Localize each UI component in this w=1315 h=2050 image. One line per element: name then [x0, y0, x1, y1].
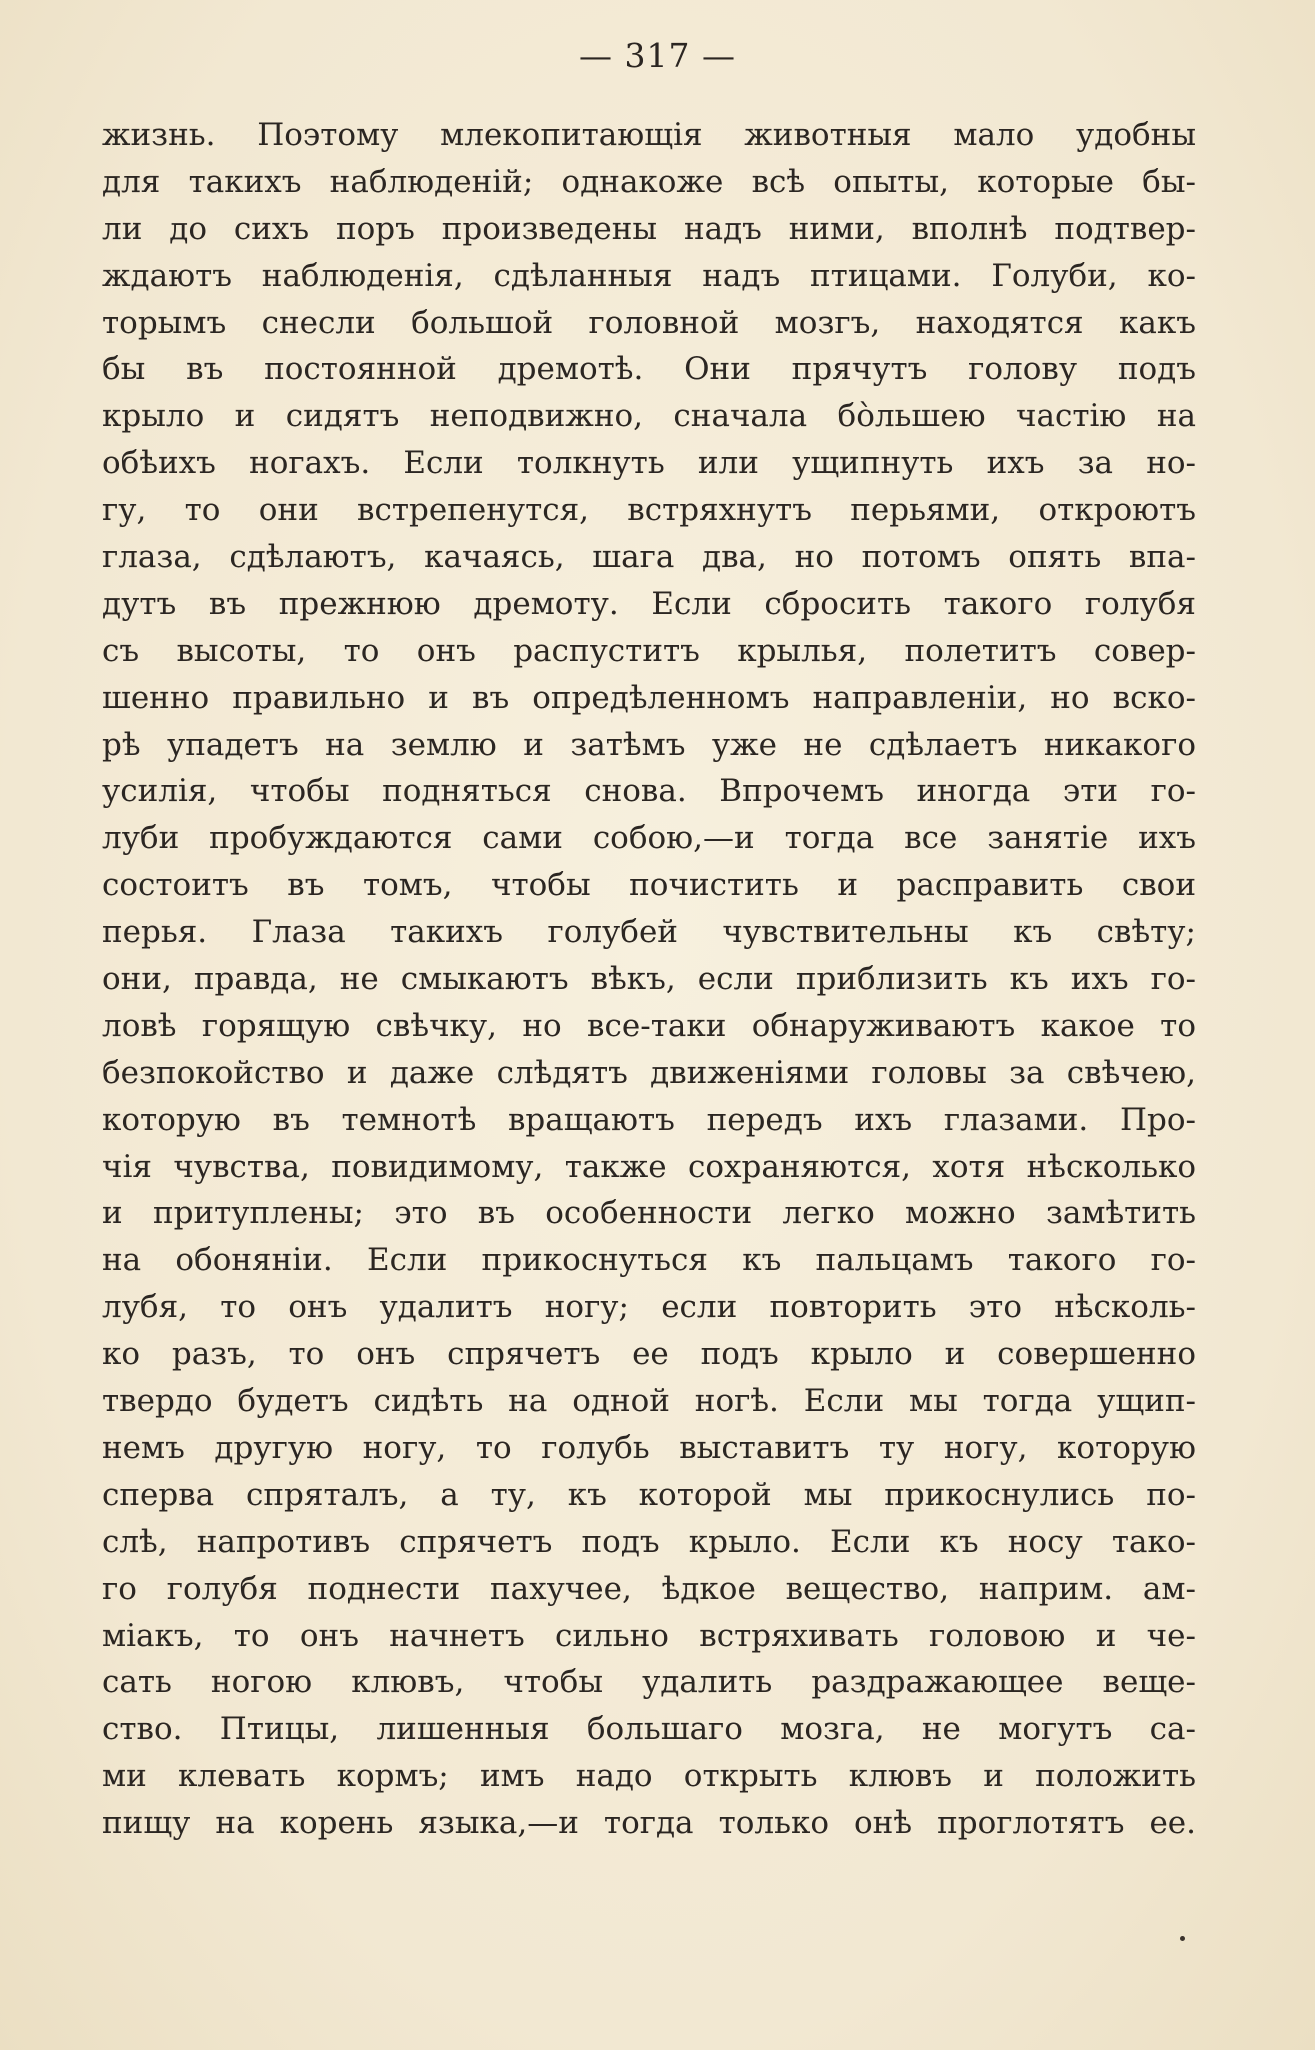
text-line: пищу на корень языка,—и тогда только онѣ проглотятъ ее. — [102, 1805, 1196, 1842]
text-line: твердо будетъ сидѣть на одной ногѣ. Если мы тогда ущип- — [102, 1383, 1196, 1420]
text-line: ли до сихъ поръ произведены надъ ними, вполнѣ подтвер- — [102, 210, 1196, 247]
text-line: ко разъ, то онъ спрячетъ ее подъ крыло и совершенно — [102, 1336, 1196, 1373]
text-line: глаза, сдѣлаютъ, качаясь, шага два, но потомъ опять впа- — [102, 539, 1196, 576]
text-line: ми клевать кормъ; имъ надо открыть клювъ и положить — [102, 1758, 1196, 1795]
text-line: рѣ упадетъ на землю и затѣмъ уже не сдѣлаетъ никакого — [102, 726, 1196, 763]
text-line: ство. Птицы, лишенныя большаго мозга, не могутъ са- — [102, 1711, 1196, 1748]
ink-speck — [1180, 1936, 1185, 1941]
text-line: луби пробуждаются сами собою,—и тогда все занятіе ихъ — [102, 820, 1196, 857]
page-number: — 317 — — [579, 36, 736, 75]
text-line: усилія, чтобы подняться снова. Впрочемъ иногда эти го- — [102, 773, 1196, 810]
text-line: которую въ темнотѣ вращаютъ передъ ихъ глазами. Про- — [102, 1101, 1196, 1138]
text-line: съ высоты, то онъ распуститъ крылья, полетитъ совер- — [102, 632, 1196, 669]
text-line: жизнь. Поэтому млекопитающія животныя мало удобны — [102, 117, 1196, 153]
text-line: перья. Глаза такихъ голубей чувствительны къ свѣту; — [102, 914, 1196, 951]
text-line: торымъ снесли большой головной мозгъ, находятся какъ — [102, 304, 1196, 341]
text-line: лубя, то онъ удалитъ ногу; если повторить это нѣсколь- — [102, 1289, 1196, 1326]
text-line: ловѣ горящую свѣчку, но все-таки обнаруживаютъ какое то — [102, 1007, 1196, 1044]
text-line: и притуплены; это въ особенности легко можно замѣтить — [102, 1195, 1196, 1232]
text-line: бы въ постоянной дремотѣ. Они прячутъ голову подъ — [102, 351, 1196, 388]
text-line: ждаютъ наблюденія, сдѣланныя надъ птицами. Голуби, ко- — [102, 257, 1196, 294]
text-line: чія чувства, повидимому, также сохраняются, хотя нѣсколько — [102, 1148, 1196, 1185]
text-line: состоитъ въ томъ, чтобы почистить и расправить свои — [102, 867, 1196, 904]
text-line: они, правда, не смыкаютъ вѣкъ, если приблизить къ ихъ го- — [102, 961, 1196, 998]
text-line: на обоняніи. Если прикоснуться къ пальцамъ такого го- — [102, 1242, 1196, 1279]
text-line: обѣихъ ногахъ. Если толкнуть или ущипнуть ихъ за но- — [102, 445, 1196, 482]
text-line: го голубя поднести пахучее, ѣдкое вещество, наприм. ам- — [102, 1570, 1196, 1607]
text-line: міакъ, то онъ начнетъ сильно встряхивать головою и че- — [102, 1617, 1196, 1654]
text-line: слѣ, напротивъ спрячетъ подъ крыло. Если къ носу тако- — [102, 1523, 1196, 1560]
text-line: гу, то они встрепенутся, встряхнутъ перьями, откроютъ — [102, 492, 1196, 529]
text-line: безпокойство и даже слѣдятъ движеніями головы за свѣчею, — [102, 1054, 1196, 1091]
text-line: для такихъ наблюденій; однакоже всѣ опыты, которые бы- — [102, 163, 1196, 200]
text-line: немъ другую ногу, то голубь выставитъ ту ногу, которую — [102, 1429, 1196, 1466]
text-line: сать ногою клювъ, чтобы удалить раздражающее веще- — [102, 1664, 1196, 1701]
text-line: сперва спряталъ, а ту, къ которой мы прикоснулись по- — [102, 1476, 1196, 1513]
text-line: дутъ въ прежнюю дремоту. Если сбросить такого голубя — [102, 585, 1196, 622]
text-line: крыло и сидятъ неподвижно, сначала бо̀льшею частію на — [102, 398, 1196, 435]
body-text — [102, 112, 1196, 1847]
text-line: шенно правильно и въ опредѣленномъ направленіи, но вско- — [102, 679, 1196, 716]
